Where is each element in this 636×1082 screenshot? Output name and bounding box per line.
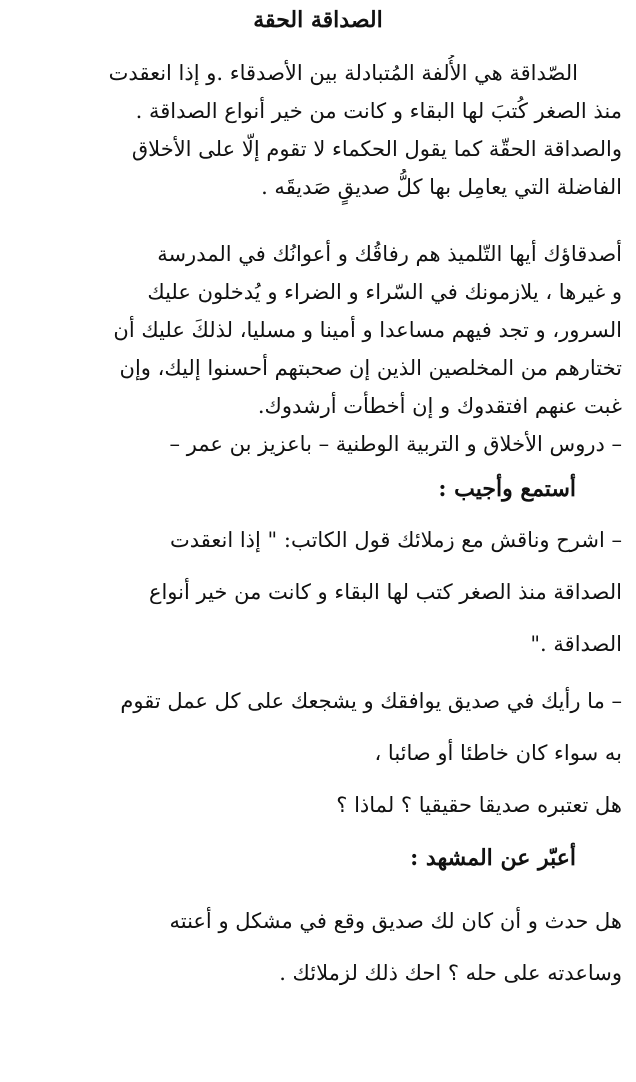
page-title: الصداقة الحقة <box>253 7 383 33</box>
question-line: الصداقة ." <box>530 632 622 656</box>
passage-line: السرور، و تجد فيهم مساعدا و أمينا و مسليا، لذلكَ عليك أن <box>113 318 622 342</box>
source-citation: – دروس الأخلاق و التربية الوطنية – باعزيز بن عمر – <box>169 432 622 456</box>
question-line: به سواء كان خاطئا أو صائبا ، <box>374 741 622 765</box>
passage-line: الصّداقة هي الأُلفة المُتبادلة بين الأصدقاء .و إذا انعقدت <box>108 61 578 85</box>
question-line: – اشرح وناقش مع زملائك قول الكاتب: " إذا انعقدت <box>169 528 622 552</box>
passage-line: منذ الصغر كُتبَ لها البقاء و كانت من خير أنواع الصداقة . <box>135 99 622 123</box>
question-line: – ما رأيك في صديق يوافقك و يشجعك على كل عمل تقوم <box>120 689 622 713</box>
passage-line: تختارهم من المخلصين الذين إن صحبتهم أحسنوا إليك، وإن <box>119 356 622 380</box>
section-heading-express: أعبّر عن المشهد : <box>410 845 576 871</box>
passage-line: غبت عنهم افتقدوك و إن أخطأت أرشدوك. <box>257 394 622 418</box>
section-heading-listen: أستمع وأجيب : <box>438 476 576 502</box>
passage-line: و غيرها ، يلازمونك في السّراء و الضراء و يُدخلون عليك <box>147 280 622 304</box>
passage-line: والصداقة الحقّة كما يقول الحكماء لا تقوم إلّا على الأخلاق <box>131 137 622 161</box>
question-line: الصداقة منذ الصغر كتب لها البقاء و كانت من خير أنواع <box>148 580 622 604</box>
passage-line: أصدقاؤك أيها التّلميذ هم رفاقُك و أعوانُك في المدرسة <box>157 242 622 266</box>
question-line: هل تعتبره صديقا حقيقيا ؟ لماذا ؟ <box>336 793 622 817</box>
task-line: هل حدث و أن كان لك صديق وقع في مشكل و أعنته <box>169 909 622 933</box>
passage-line: الفاضلة التي يعامِل بها كلُّ صديقٍ صَديقَه . <box>261 175 622 199</box>
task-line: وساعدته على حله ؟ احك ذلك لزملائك . <box>279 961 622 985</box>
